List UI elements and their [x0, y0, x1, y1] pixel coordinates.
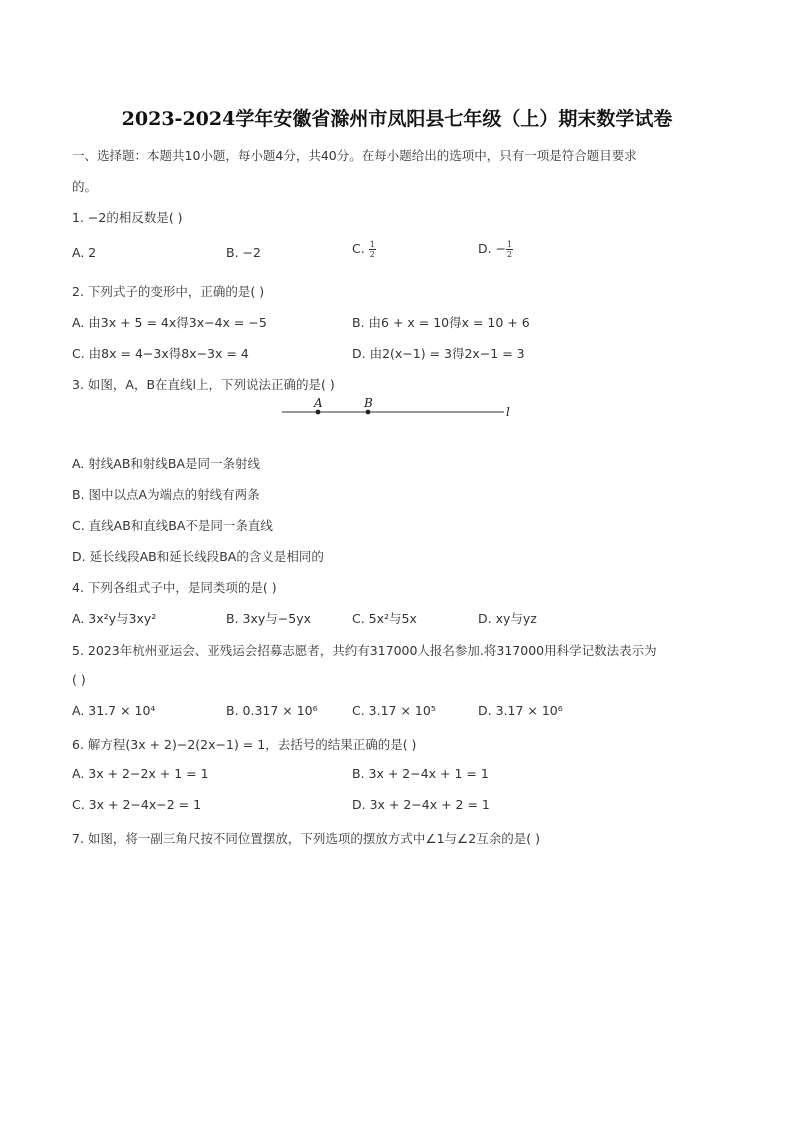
- question-2-option-c: C. 由8x = 4−3x得8x−3x = 4: [72, 346, 249, 361]
- question-6-stem: 6. 解方程(3x + 2)−2(2x−1) = 1，去括号的结果正确的是( ): [72, 737, 417, 752]
- section-heading: 一、选择题：本题共10小题，每小题4分，共40分。在每小题给出的选项中，只有一项是符合题目要求: [72, 148, 637, 163]
- question-2-option-a: A. 由3x + 5 = 4x得3x−4x = −5: [72, 315, 267, 330]
- question-4-option-c: C. 5x²与5x: [352, 611, 417, 626]
- question-6-option-b: B. 3x + 2−4x + 1 = 1: [352, 766, 489, 781]
- question-5-stem: 5. 2023年杭州亚运会、亚残运会招募志愿者，共约有317000人报名参加.将317000用科学记数法表示为: [72, 643, 657, 658]
- question-1-stem: 1. −2的相反数是( ): [72, 210, 183, 225]
- fraction-denominator: 2: [507, 250, 513, 259]
- question-6-option-c: C. 3x + 2−4x−2 = 1: [72, 797, 202, 812]
- option-d-label: D. −: [478, 241, 507, 256]
- section-heading-cont: 的。: [72, 179, 98, 194]
- question-7-stem: 7. 如图，将一副三角尺按不同位置摆放，下列选项的摆放方式中∠1与∠2互余的是( ): [72, 831, 540, 846]
- page-title: 2023-2024学年安徽省滁州市凤阳县七年级（上）期末数学试卷: [121, 108, 673, 130]
- point-a: [316, 410, 321, 415]
- question-5-option-b: B. 0.317 × 10⁶: [226, 703, 318, 718]
- question-3-option-d: D. 延长线段AB和延长线段BA的含义是相同的: [72, 549, 324, 564]
- question-2-stem: 2. 下列式子的变形中，正确的是( ): [72, 284, 265, 299]
- point-b: [366, 410, 371, 415]
- option-c-label: C.: [352, 241, 369, 256]
- line-figure: [270, 394, 520, 424]
- question-4-option-a: A. 3x²y与3xy²: [72, 611, 157, 626]
- label-l: l: [506, 405, 510, 419]
- question-5-option-d: D. 3.17 × 10⁶: [478, 703, 563, 718]
- question-5-option-a: A. 31.7 × 10⁴: [72, 703, 156, 718]
- question-6-option-a: A. 3x + 2−2x + 1 = 1: [72, 766, 209, 781]
- label-b: B: [364, 396, 373, 410]
- question-2-option-b: B. 由6 + x = 10得x = 10 + 6: [352, 315, 530, 330]
- question-4-option-b: B. 3xy与−5yx: [226, 611, 311, 626]
- question-1-option-b: B. −2: [226, 245, 261, 260]
- question-1-option-d: [478, 240, 513, 259]
- question-5-stem-cont: ( ): [72, 672, 86, 687]
- question-3-option-a: A. 射线AB和射线BA是同一条射线: [72, 456, 261, 471]
- question-5-option-c: C. 3.17 × 10⁵: [352, 703, 436, 718]
- question-3-stem: 3. 如图，A，B在直线l上，下列说法正确的是( ): [72, 377, 335, 392]
- fraction-denominator: 2: [369, 250, 375, 259]
- question-1-option-c: [352, 240, 376, 259]
- question-3-option-b: B. 图中以点A为端点的射线有两条: [72, 487, 260, 502]
- question-4-stem: 4. 下列各组式子中，是同类项的是( ): [72, 580, 277, 595]
- fraction-numerator: 1: [507, 240, 513, 249]
- label-a: A: [314, 396, 323, 410]
- question-4-option-d: D. xy与yz: [478, 611, 537, 626]
- fraction-half: [369, 240, 376, 259]
- question-2-option-d: D. 由2(x−1) = 3得2x−1 = 3: [352, 346, 525, 361]
- fraction-numerator: 1: [369, 240, 375, 249]
- fraction-neg-half: [506, 240, 513, 259]
- question-3-option-c: C. 直线AB和直线BA不是同一条直线: [72, 518, 273, 533]
- question-6-option-d: D. 3x + 2−4x + 2 = 1: [352, 797, 490, 812]
- question-1-option-a: A. 2: [72, 245, 97, 260]
